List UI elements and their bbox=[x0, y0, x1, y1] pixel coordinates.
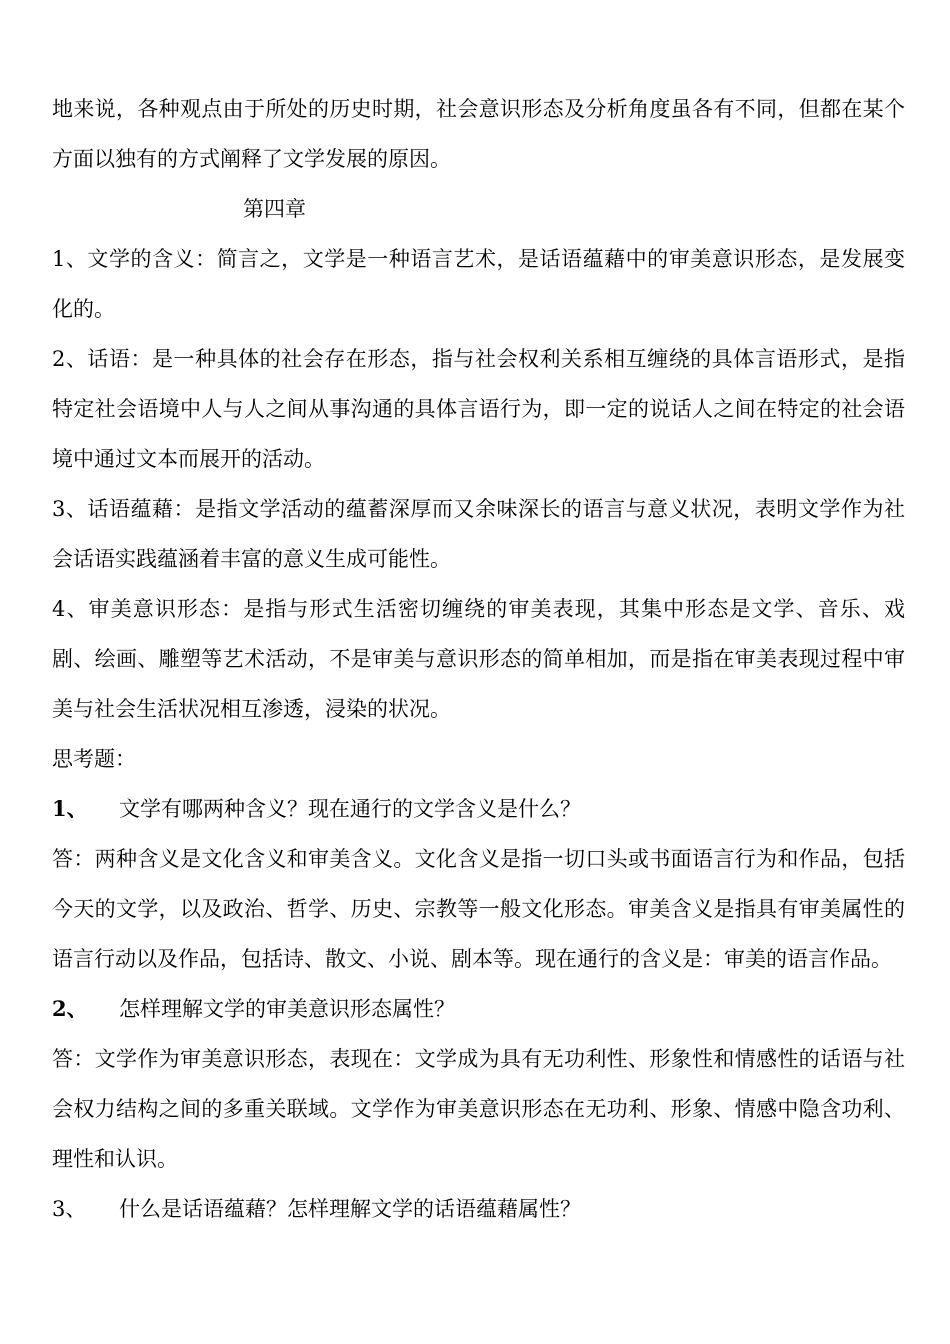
question-3 bbox=[52, 1184, 905, 1234]
question-1 bbox=[52, 784, 905, 834]
definition-literature: 1、文学的含义：简言之，文学是一种语言艺术，是话语蕴藉中的审美意识形态，是发展变化的。 bbox=[52, 247, 905, 321]
question-1-text: 文学有哪两种含义？现在通行的文学含义是什么？ bbox=[119, 797, 581, 821]
definition-discourse-implication: 3、话语蕴藉：是指文学活动的蕴蓄深厚而又余味深长的语言与意义状况，表明文学作为社会话语实践蕴涵着丰富的意义生成可能性。 bbox=[52, 497, 905, 571]
document-page bbox=[52, 84, 905, 1234]
paragraph-intro: 地来说，各种观点由于所处的历史时期，社会意识形态及分析角度虽各有不同，但都在某个方面以独有的方式阐释了文学发展的原因。 bbox=[52, 97, 905, 171]
definition-discourse: 2、话语：是一种具体的社会存在形态，指与社会权利关系相互缠绕的具体言语形式，是指特定社会语境中人与人之间从事沟通的具体言语行为，即一定的说话人之间在特定的社会语境中通过文本而展开的活动。 bbox=[52, 347, 905, 471]
questions-heading: 思考题： bbox=[52, 747, 136, 771]
question-3-text: 什么是话语蕴藉？怎样理解文学的话语蕴藉属性？ bbox=[119, 1197, 581, 1221]
answer-1: 答：两种含义是文化含义和审美含义。文化含义是指一切口头或书面语言行为和作品，包括今天的文学，以及政治、哲学、历史、宗教等一般文化形态。审美含义是指具有审美属性的语言行动以及作品，包括诗、散文、小说、剧本等。现在通行的含义是：审美的语言作品。 bbox=[52, 847, 905, 971]
question-2-text: 怎样理解文学的审美意识形态属性？ bbox=[119, 997, 455, 1021]
answer-2: 答：文学作为审美意识形态，表现在：文学成为具有无功利性、形象性和情感性的话语与社会权力结构之间的多重关联域。文学作为审美意识形态在无功利、形象、情感中隐含功利、理性和认识。 bbox=[52, 1047, 905, 1171]
question-2-number: 2、 bbox=[52, 996, 88, 1021]
question-3-number: 3、 bbox=[52, 1197, 87, 1221]
chapter-heading: 第四章 bbox=[243, 197, 306, 221]
definition-aesthetic-ideology: 4、审美意识形态：是指与形式生活密切缠绕的审美表现，其集中形态是文学、音乐、戏剧、绘画、雕塑等艺术活动，不是审美与意识形态的简单相加，而是指在审美表现过程中审美与社会生活状况相互渗透，浸染的状况。 bbox=[52, 597, 905, 721]
question-1-number: 1、 bbox=[52, 796, 88, 821]
question-2 bbox=[52, 984, 905, 1034]
